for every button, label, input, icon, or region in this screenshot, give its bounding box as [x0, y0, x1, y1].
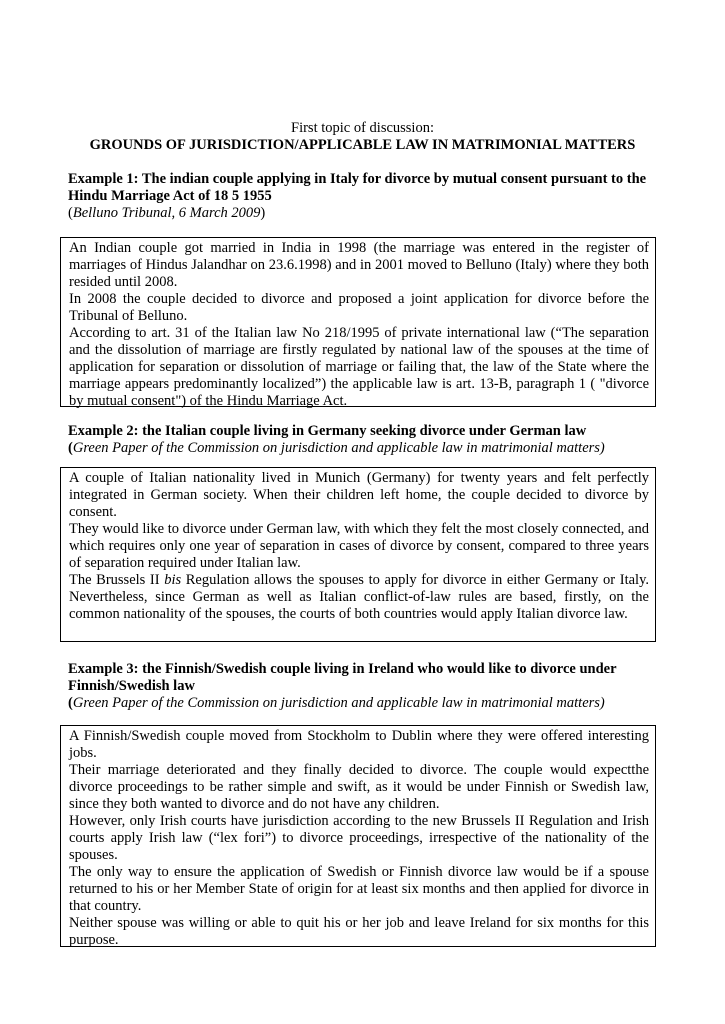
example-1-box [60, 237, 656, 407]
example-3-heading [68, 661, 658, 712]
example-2-source: (Green Paper of the Commission on jurisdiction and applicable law in matrimonial matters) [68, 440, 605, 456]
example-3-paragraph: However, only Irish courts have jurisdiction according to the new Brussels II Regulation and Irish courts apply Irish law (“lex fori”) to divorce proceedings, irrespective of the nationality of the spouses. [69, 813, 649, 863]
example-1-paragraph: An Indian couple got married in India in 1998 (the marriage was entered in the register of marriages of Hindus Jalandhar on 23.6.1998) and in 2001 moved to Belluno (Italy) where they both resided until 2008. [69, 240, 649, 290]
example-3-title: Example 3: the Finnish/Swedish couple living in Ireland who would like to divorce under Finnish/Swedish law [68, 661, 617, 694]
example-2-box [60, 467, 656, 642]
example-1-paragraph: In 2008 the couple decided to divorce and proposed a joint application for divorce before the Tribunal of Belluno. [69, 291, 649, 324]
example-1-title: Example 1: The indian couple applying in Italy for divorce by mutual consent pursuant to the Hindu Marriage Act of 18 5 1955 [68, 171, 647, 204]
example-3-paragraph: The only way to ensure the application of Swedish or Finnish divorce law would be if a spouse returned to his or her Member State of origin for at least six months and then applied for divorce in that country. [69, 864, 649, 914]
example-2-title: Example 2: the Italian couple living in Germany seeking divorce under German law [68, 423, 587, 439]
example-3-paragraph: Their marriage deteriorated and they finally decided to divorce. The couple would expectthe divorce proceedings to be rather simple and swift, as it would be under Finnish or Swedish law, since they both wanted to divorce and do not have any children. [69, 762, 649, 812]
example-1-paragraph: According to art. 31 of the Italian law No 218/1995 of private international law (“The separation and the dissolution of marriage are firstly regulated by national law of the spouses at the time of application for separation or dissolution of marriage or failing that, the law of the State where the marriage appears predominantly localized”) the applicable law is art. 13-B, paragraph 1 ( "divorce by mutual consent") of the Hindu Marriage Act. [69, 325, 649, 409]
example-2-paragraph: They would like to divorce under German law, with which they felt the most closely connected, and which requires only one year of separation in cases of divorce by consent, compared to three years of separation required under Italian law. [69, 521, 649, 571]
example-3-paragraph: Neither spouse was willing or able to quit his or her job and leave Ireland for six months for this purpose. [69, 915, 649, 948]
document-title: GROUNDS OF JURISDICTION/APPLICABLE LAW IN MATRIMONIAL MATTERS [89, 137, 636, 153]
topic-heading: First topic of discussion: [291, 120, 434, 136]
example-3-source: (Green Paper of the Commission on jurisdiction and applicable law in matrimonial matters) [68, 695, 605, 711]
example-3-paragraph: A Finnish/Swedish couple moved from Stockholm to Dublin where they were offered interesting jobs. [69, 728, 649, 761]
example-2-paragraph: A couple of Italian nationality lived in Munich (Germany) for twenty years and felt perfectly integrated in German society. When their children left home, the couple decided to divorce by consent. [69, 470, 649, 520]
example-2-heading [68, 423, 658, 457]
example-3-box [60, 725, 656, 947]
example-1-source: (Belluno Tribunal, 6 March 2009) [68, 205, 266, 221]
example-1-heading [68, 171, 658, 222]
example-2-paragraph: The Brussels II bis Regulation allows the spouses to apply for divorce in either Germany or Italy. Nevertheless, since German as well as Italian conflict-of-law rules are based, firstly, on the common nationality of the spouses, the courts of both countries would apply Italian divorce law. [69, 572, 650, 622]
